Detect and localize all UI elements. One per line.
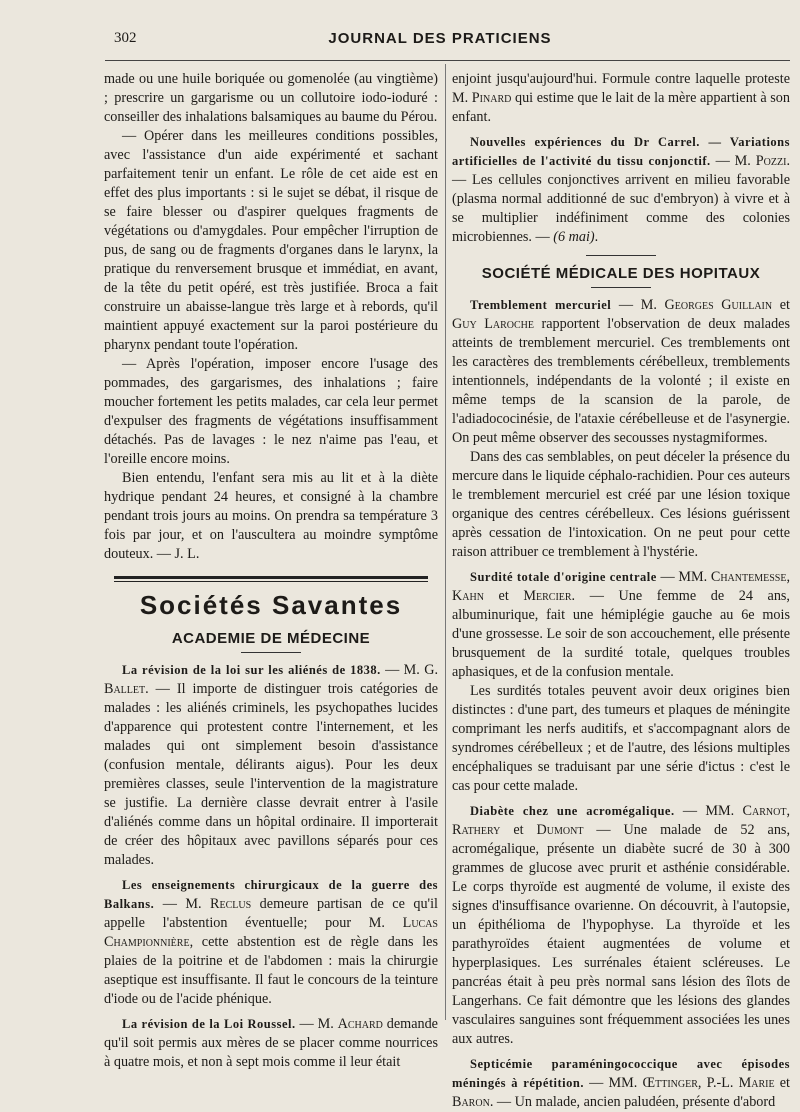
article-guillain: Tremblement mercuriel — M. Georges Guillain et Guy Laroche rapportent l'observation de deux malades atteints de tremblement mercuriel. Ces tremblements ont les caractères des tremblements cérébelleux, tremblements intentionnels, indépendants de la volonté ; il existe en même temps de la scansion de la parole, de l'adiadococinésie, de l'ataxie cérébelleuse et de l'asynergie. On peut même observer des secousses nystagmiformes. [452, 297, 790, 446]
article-title: Septicémie paraméningococcique avec épisodes méningés à répétition. [452, 1057, 790, 1090]
author-name: Pozzi [755, 153, 787, 169]
article-title: Les enseignements chirurgicaux de la guerre des Balkans. [104, 878, 438, 911]
short-rule [241, 652, 301, 653]
paragraph: — Opérer dans les meilleures conditions possibles, avec l'assistance d'un aide expérimenté et sachant parfaitement tenir un enfant. Le rôle de cet aide est en effet des plus importants : si le sujet se débat, il risque de se faire blesser ou d'aspirer quelques fragments de végétations ou d'amygdales. Pour empêcher l'irruption de pus, de sang ou de fragments d'organes dans le larynx, la pratique du renversement brusque et immédiat, en avant, de la tête du petit opéré, est très justifiée. Broca a fait construire un abaisse-langue très large et à rebords, qu'il maintient appuyé exactement sur la paroi postérieure du pharynx pendant toute l'opération. [104, 128, 438, 353]
article-carnot: Diabète chez une acromégalique. — MM. Carnot, Rathery et Dumont — Une malade de 52 ans, acromégalique, présente un diabète sucré de 30 à 300 grammes de glucose avec prurit et asthénie considérable. Le corps thyroïde est augmenté de volume, il existe des signes d'insuffisance ovarienne. On découvrit, à l'autopsie, un épithélioma de l'hypophyse. La thyroïde et les parathyroïdes étaient augmentées de volume et hyperplasiques. Les surrénales étaient scléreuses. Le pancréas était à peu près normal sans lésion des îlots de Langerhans. Ce fait démontre que les lésions des glandes vasculaires sanguines sont fréquemment associées les unes aux autres. [452, 803, 790, 1047]
author-name: Pinard [471, 90, 512, 106]
paragraph: Les surdités totales peuvent avoir deux origines bien distinctes : d'une part, des tumeurs et plaques de méningite comprimant les nerfs auditifs, et s'accompagnant alors de syndromes cérébelleux ; et de l'autre, des lésions multiples encéphaliques se traduisant par une série d'ictus : c'est le cas pour cette malade. [452, 683, 790, 794]
author-name: Mercier [523, 588, 572, 604]
author-name: Lucas Championnière [104, 915, 438, 950]
article-carrel: Nouvelles expériences du Dr Carrel. — Variations artificielles de l'activité du tissu conjonctif. — M. Pozzi. — Les cellules conjonctives arrivent en milieu favorable (plasma normal additionné de suc d'embryon) à vivre et à se multiplier indéfiniment comme des colonies microbiennes. — (6 mai). [452, 135, 790, 245]
header-rule [105, 60, 790, 61]
author-name: Georges Guillain [664, 297, 773, 313]
article-reclus: Les enseignements chirurgicaux de la guerre des Balkans. — M. Reclus demeure partisan de ce qu'il appelle l'abstention éventuelle; pour M. Lucas Championnière, cette abstention est de règle dans les plaies de la poitrine et de l'abdomen : mais la chirurgie aseptique est insuffisante. Il faut le concours de la teinture d'iode ou de l'acide phénique. [104, 878, 438, 1007]
article-title: La révision de la Loi Roussel. [122, 1017, 296, 1031]
author-name: Carnot, Rathery [452, 803, 790, 838]
journal-title: JOURNAL DES PRATICIENS [328, 30, 552, 47]
article-ballet: La révision de la loi sur les aliénés de 1838. — M. G. Ballet. — Il importe de distinguer trois catégories de malades : les aliénés criminels, les psychopathes lucides d'apparence qui protestent contre l'internement, et les malades qui ont simplement besoin d'assistance (confusion mentale, délirants aigus). Pour les deux premières classes, seule l'intervention de la magistrature se justifie. La dernière classe devrait entrer à l'asile d'aliénés comme dans un hôpital ordinaire. Il importerait de créer des hôpitaux avec pavillons séparés pour ces malades. [104, 662, 439, 868]
short-rule [591, 287, 651, 288]
article-title: Surdité totale d'origine centrale [470, 570, 657, 584]
author-name: Dumont [536, 822, 584, 838]
subsection-title-societe: SOCIÉTÉ MÉDICALE DES HOPITAUX [481, 265, 761, 282]
page-header [100, 30, 780, 56]
page-number: 302 [114, 30, 137, 46]
author-name: Baron [452, 1094, 490, 1110]
section-title: Sociétés Savantes [139, 590, 403, 620]
article-chantemesse: Surdité totale d'origine centrale — MM. Chantemesse, Kahn et Mercier. — Une femme de 24 ans, albuminurique, fait une hémiplégie gauche au 6e mois d'une grossesse. Le soir de son accouchement, elle présente brusquement de la surdité totale, quelques troubles aphasiques, et de la confusion mentale. [452, 569, 790, 680]
article-title: Nouvelles expériences du Dr Carrel. — Variations artificielles de l'activité du tissu conjonctif. [452, 135, 790, 168]
date-reference: (6 mai) [553, 229, 595, 245]
article-title: La révision de la loi sur les aliénés de 1838. [122, 663, 381, 677]
paragraph: enjoint jusqu'aujourd'hui. Formule contre laquelle proteste M. Pinard qui estime que le lait de la mère appartient à son enfant. [452, 71, 790, 125]
author-name: Œttinger, P.-L. Marie [642, 1075, 775, 1091]
author-name: M. G. Ballet. [104, 662, 439, 697]
author-name: Reclus [210, 896, 252, 912]
paragraph: Bien entendu, l'enfant sera mis au lit et à la diète hydrique pendant 24 heures, et consigné à la chambre pendant trois jours au moins. On prendra sa température 3 fois par jour, et on l'auscultera au moindre symptôme douteux. — J. L. [104, 470, 438, 562]
paragraph: made ou une huile boriquée ou gomenolée (au vingtième) ; prescrire un gargarisme ou un collutoire iodo-ioduré : conseiller des inhalations balsamiques au baume du Pérou. [104, 71, 438, 125]
paragraph: — Après l'opération, imposer encore l'usage des pommades, des gargarismes, des inhalations ; faire moucher fortement les petits malades, car cela leur permet d'expulser des fragments de végétations insuffisamment détachés. Pas de lavages : le nez n'aime pas l'eau, et l'oreille encore moins. [104, 356, 438, 467]
paragraph: Dans des cas semblables, on peut déceler la présence du mercure dans le liquide céphalo-rachidien. Pour ces auteurs le tremblement mercuriel est créé par une lésion toxique organique des centres cérébelleux. Ces lésions guérissent après cessation de l'intoxication. On ne peut pour cette raison attribuer ce tremblement à l'hystérie. [452, 449, 790, 560]
article-achard: La révision de la Loi Roussel. — M. Achard demande qu'il soit permis aux mères de se placer comme nourrices à quatre mois, et non à sept mois comme il leur était [104, 1016, 438, 1070]
article-oettinger: Septicémie paraméningococcique avec épisodes méningés à répétition. — MM. Œttinger, P.-L. Marie et Baron. — Un malade, ancien paludéen, présente d'abord [452, 1057, 791, 1110]
column-divider [445, 64, 446, 1020]
author-name: Guy Laroche [452, 316, 534, 332]
article-title: Diabète chez une acromégalique. [470, 804, 675, 818]
author-name: Chantemesse, Kahn [452, 569, 790, 604]
article-title: Tremblement mercuriel [470, 298, 612, 312]
section-double-rule [114, 576, 428, 582]
short-rule [586, 255, 656, 256]
right-column [452, 70, 790, 1112]
left-column [104, 70, 438, 1072]
author-name: Achard [337, 1016, 383, 1032]
subsection-title-academie: ACADEMIE DE MÉDECINE [171, 630, 371, 647]
